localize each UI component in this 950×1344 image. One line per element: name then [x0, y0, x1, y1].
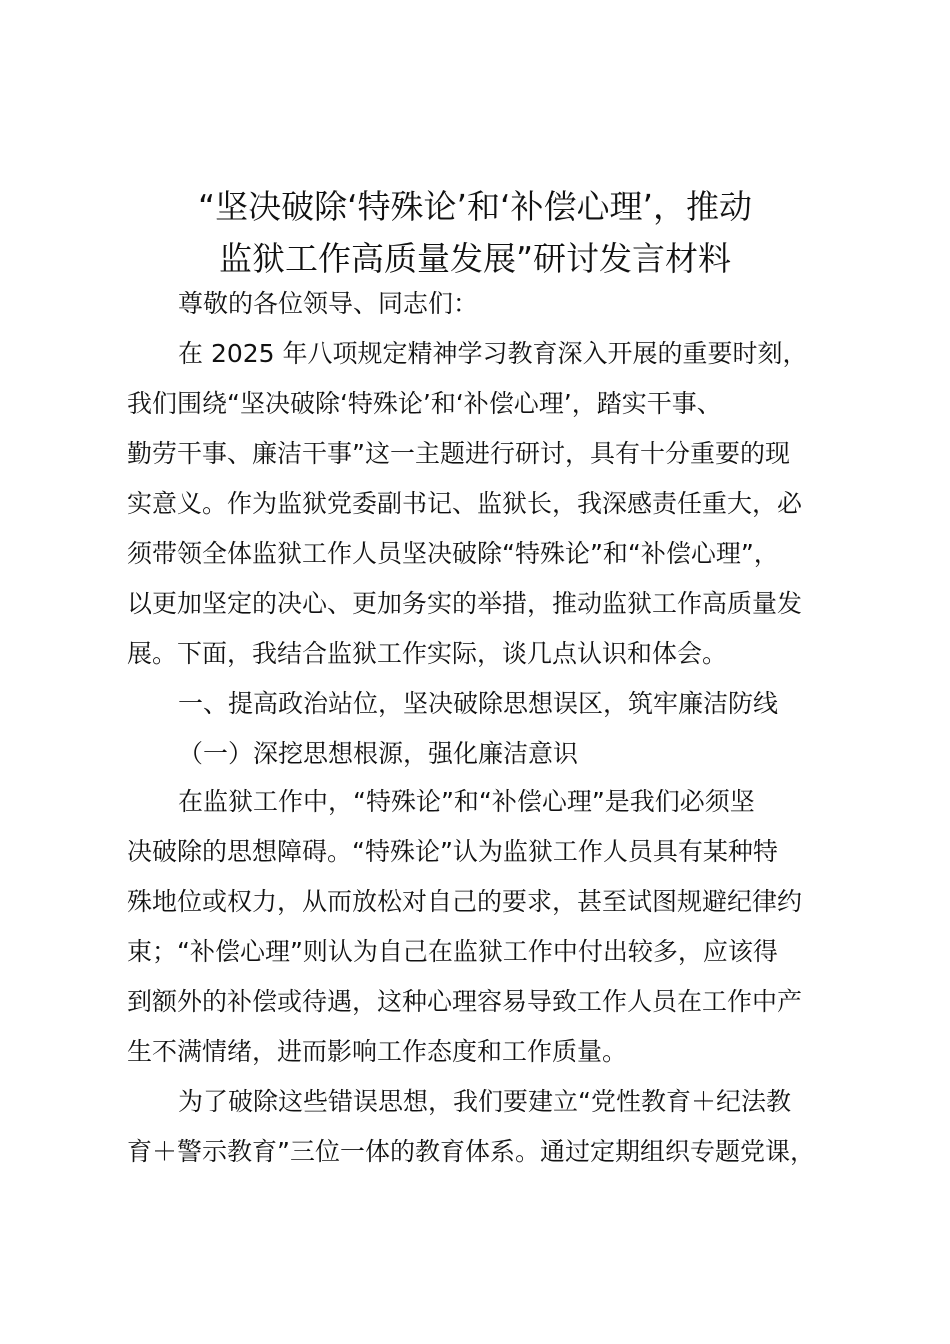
paragraph-line: 在监狱工作中，“特殊论”和“补偿心理”是我们必须坚 [178, 787, 755, 816]
paragraph-line: 决破除的思想障碍。“特殊论”认为监狱工作人员具有某种特 [127, 837, 778, 866]
paragraph-line: 须带领全体监狱工作人员坚决破除“特殊论”和“补偿心理”， [127, 539, 779, 568]
document-title-line-2: 监狱工作高质量发展”研讨发言材料 [218, 239, 732, 278]
paragraph-line: 生不满情绪，进而影响工作态度和工作质量。 [127, 1037, 628, 1066]
salutation: 尊敬的各位领导、同志们： [178, 289, 479, 318]
paragraph-line: 我们围绕“坚决破除‘特殊论’和‘补偿心理’，踏实干事、 [127, 389, 722, 418]
paragraph-line: 展。下面，我结合监狱工作实际，谈几点认识和体会。 [127, 639, 728, 668]
paragraph-line: 为了破除这些错误思想，我们要建立“党性教育＋纪法教 [178, 1087, 791, 1116]
document-title-line-1: “坚决破除‘特殊论’和‘补偿心理’，推动 [197, 187, 753, 226]
paragraph-line: 勤劳干事、廉洁干事”这一主题进行研讨，具有十分重要的现 [127, 439, 790, 468]
paragraph-line: 实意义。作为监狱党委副书记、监狱长，我深感责任重大，必 [127, 489, 803, 518]
paragraph-line: 到额外的补偿或待遇，这种心理容易导致工作人员在工作中产 [127, 987, 803, 1016]
paragraph-line: 在 2025 年八项规定精神学习教育深入开展的重要时刻， [178, 339, 808, 368]
section-heading: 一、提高政治站位，坚决破除思想误区，筑牢廉洁防线 [178, 689, 779, 718]
paragraph-line: 以更加坚定的决心、更加务实的举措，推动监狱工作高质量发 [127, 589, 803, 618]
paragraph-line: 束；“补偿心理”则认为自己在监狱工作中付出较多，应该得 [127, 937, 778, 966]
subsection-heading: （一）深挖思想根源，强化廉洁意识 [178, 739, 579, 768]
paragraph-line: 殊地位或权力，从而放松对自己的要求，甚至试图规避纪律约 [127, 887, 803, 916]
paragraph-line: 育＋警示教育”三位一体的教育体系。通过定期组织专题党课， [127, 1137, 815, 1166]
